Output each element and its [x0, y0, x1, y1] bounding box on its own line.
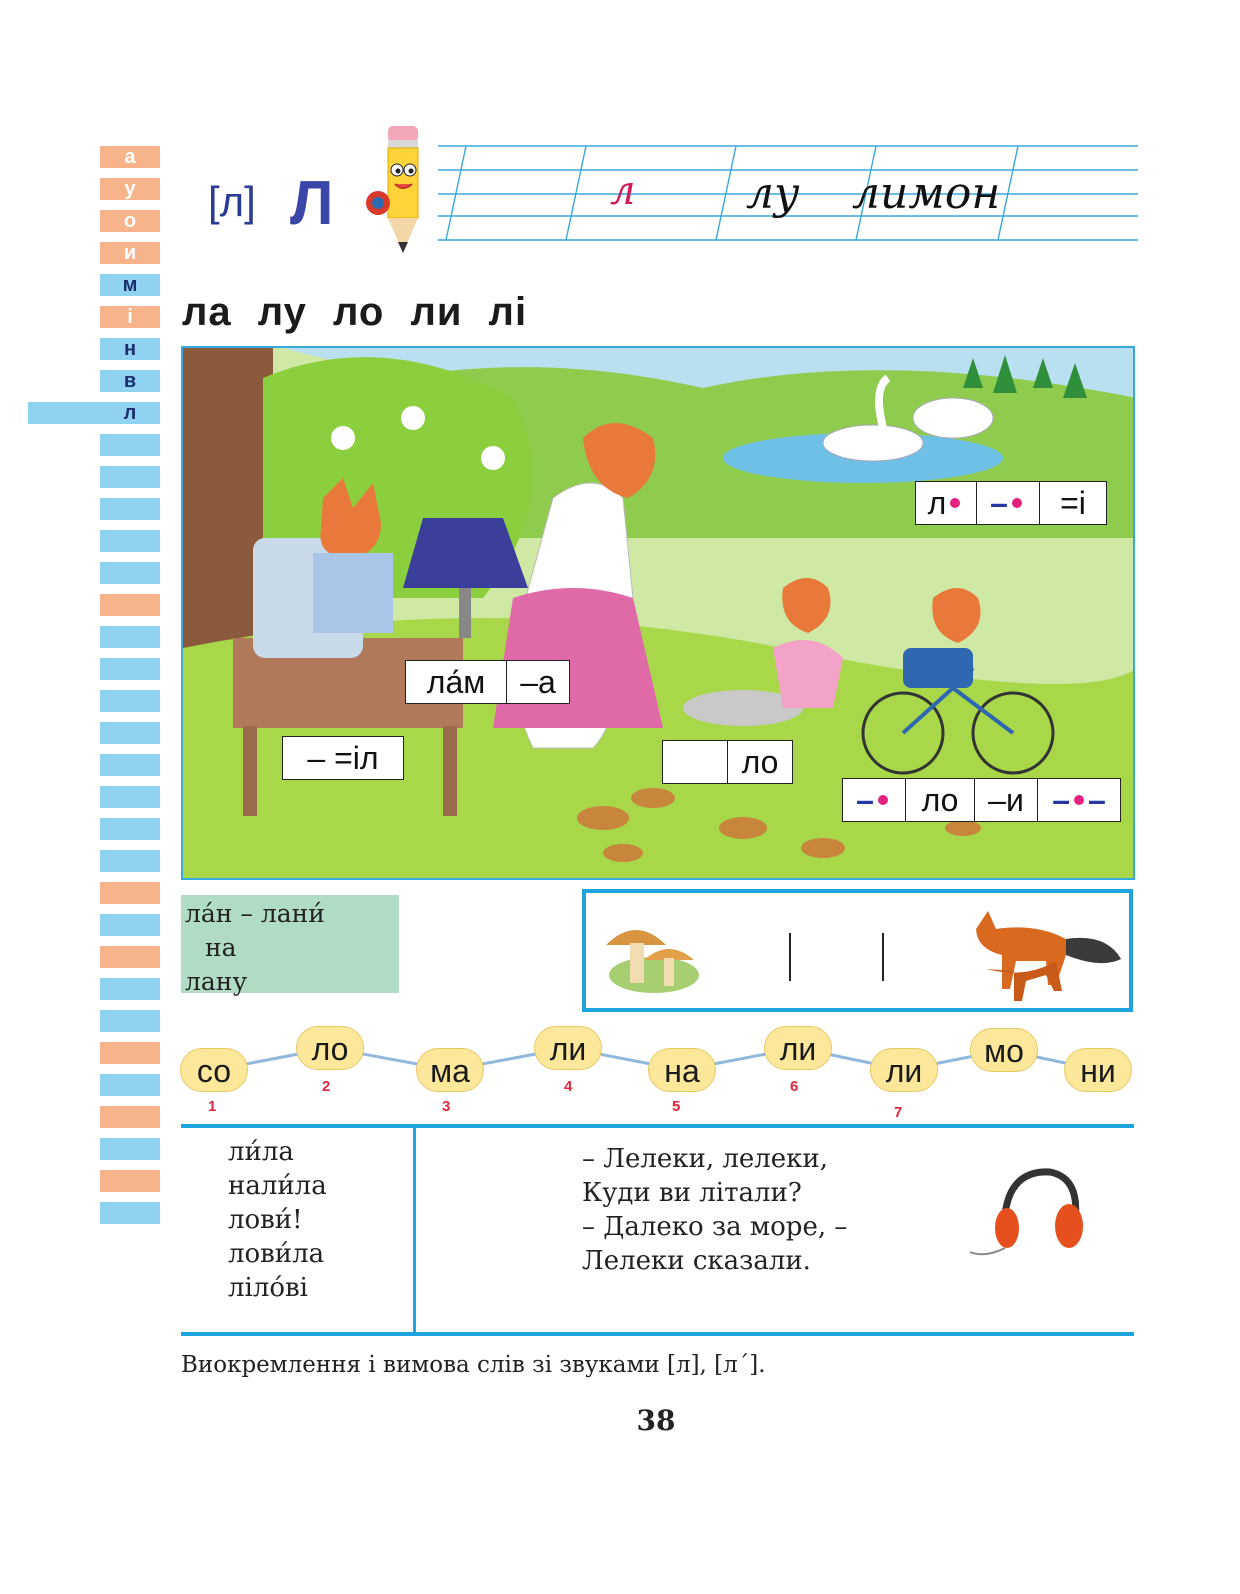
section-divider [181, 1332, 1134, 1336]
alphabet-strip-cell: н [100, 338, 160, 360]
word-line: на [205, 933, 237, 962]
divider [882, 933, 884, 981]
word-item: ли́ла [228, 1137, 294, 1167]
syllable-pill: ни [1064, 1048, 1132, 1092]
alphabet-strip-cell: л [28, 402, 160, 424]
scheme-part: =і [1060, 484, 1086, 521]
alphabet-strip-cell [100, 786, 160, 808]
alphabet-strip-cell [100, 530, 160, 552]
alphabet-strip-cell [100, 1074, 160, 1096]
syllable-number: 6 [790, 1078, 799, 1095]
soft-vowel-dot [950, 498, 960, 508]
consonant-dash: – [990, 484, 1008, 521]
word-item: лови́ла [228, 1239, 325, 1269]
syllable-pill: ло [296, 1026, 364, 1070]
syllable-number: 5 [672, 1098, 681, 1115]
scheme-part: – =іл [307, 739, 379, 776]
syllable-number: 2 [322, 1078, 331, 1095]
scheme-lamp [405, 660, 570, 704]
alphabet-strip-cell [100, 818, 160, 840]
scheme-letter: л [927, 484, 947, 521]
scheme-swans [915, 481, 1107, 525]
word-item: лови́! [228, 1205, 303, 1235]
syllable-pill: со [180, 1048, 248, 1092]
page-number: 38 [636, 1404, 676, 1437]
syllable-pill: мо [970, 1028, 1038, 1072]
alphabet-strip-cell [100, 1202, 160, 1224]
alphabet-strip-cell [100, 978, 160, 1000]
copybook-letter: л [610, 168, 636, 214]
alphabet-strip-cell [100, 914, 160, 936]
section-divider [181, 1124, 1134, 1128]
mushrooms-icon [594, 905, 704, 997]
caption: Виокремлення і вимова слів зі звуками [л], [л´]. [181, 1352, 766, 1378]
fox-icon [946, 899, 1126, 1007]
column-divider [413, 1126, 416, 1332]
alphabet-strip [100, 146, 160, 1234]
syllable-pill: на [648, 1048, 716, 1092]
scheme-lo [662, 740, 793, 784]
soft-vowel-dot [1074, 795, 1084, 805]
alphabet-strip-cell [100, 434, 160, 456]
letter-title: Л [290, 169, 334, 238]
syllable-number: 7 [894, 1104, 903, 1121]
alphabet-strip-cell [100, 882, 160, 904]
scheme-fox-cubs [842, 778, 1121, 822]
poem-line: Лелеки сказали. [582, 1246, 811, 1276]
alphabet-strip-cell [100, 562, 160, 584]
words-list [228, 1135, 327, 1305]
word-item: нали́ла [228, 1171, 327, 1201]
alphabet-strip-cell: і [100, 306, 160, 328]
syllable-number: 1 [208, 1098, 217, 1115]
alphabet-strip-cell [100, 658, 160, 680]
scheme-part: –и [975, 779, 1038, 821]
soft-vowel-dot [1012, 498, 1022, 508]
copybook-word: лимон [852, 168, 1001, 219]
empty-cell [663, 741, 728, 783]
alphabet-strip-cell: и [100, 242, 160, 264]
alphabet-strip-cell [100, 722, 160, 744]
syllable-pill: ма [416, 1048, 484, 1092]
poem-line: – Лелеки, лелеки, [582, 1144, 829, 1174]
alphabet-strip-cell [100, 1170, 160, 1192]
alphabet-strip-cell [100, 594, 160, 616]
scheme-part: ла́м [406, 661, 507, 703]
word-item: ліло́ві [228, 1273, 308, 1303]
alphabet-strip-cell [100, 1042, 160, 1064]
alphabet-strip-cell [100, 466, 160, 488]
consonant-dash: – [1088, 781, 1106, 818]
alphabet-strip-cell [100, 850, 160, 872]
syllables-line: ла лу ло ли лі [182, 290, 528, 334]
soft-vowel-dot [878, 795, 888, 805]
word-chain-box [582, 889, 1133, 1012]
alphabet-strip-cell: в [100, 370, 160, 392]
word-box [181, 895, 399, 996]
copybook-syllable: лу [746, 168, 800, 219]
poem-line: Куди ви літали? [582, 1178, 802, 1208]
word-line: ла́н – лани́ [185, 899, 325, 928]
alphabet-strip-cell: у [100, 178, 160, 200]
syllable-chain [176, 1018, 1146, 1128]
poem-line: – Далеко за море, – [582, 1212, 848, 1242]
headphones-icon [965, 1160, 1085, 1260]
syllable-number: 3 [442, 1098, 451, 1115]
alphabet-strip-cell [100, 1106, 160, 1128]
consonant-dash: – [1052, 781, 1070, 818]
poem [582, 1142, 847, 1278]
alphabet-strip-cell [100, 754, 160, 776]
syllable-pill: ли [534, 1026, 602, 1070]
alphabet-strip-cell [100, 946, 160, 968]
word-line: лану [185, 967, 248, 996]
scheme-part: ло [906, 779, 975, 821]
alphabet-strip-cell: м [100, 274, 160, 296]
pencil-mascot-icon [366, 118, 436, 258]
scheme-part: ло [741, 743, 779, 780]
alphabet-strip-cell [100, 1138, 160, 1160]
alphabet-strip-cell [100, 690, 160, 712]
scheme-table [282, 736, 404, 780]
divider [789, 933, 791, 981]
syllable-pill: ли [870, 1048, 938, 1092]
alphabet-strip-cell [100, 626, 160, 648]
alphabet-strip-cell: о [100, 210, 160, 232]
syllable-pill: ли [764, 1026, 832, 1070]
alphabet-strip-cell [100, 1010, 160, 1032]
syllable-number: 4 [564, 1078, 573, 1095]
scheme-part: –а [520, 663, 556, 700]
sound-label: [л] [208, 178, 256, 225]
consonant-dash: – [856, 781, 874, 818]
alphabet-strip-cell [100, 498, 160, 520]
alphabet-strip-cell: а [100, 146, 160, 168]
